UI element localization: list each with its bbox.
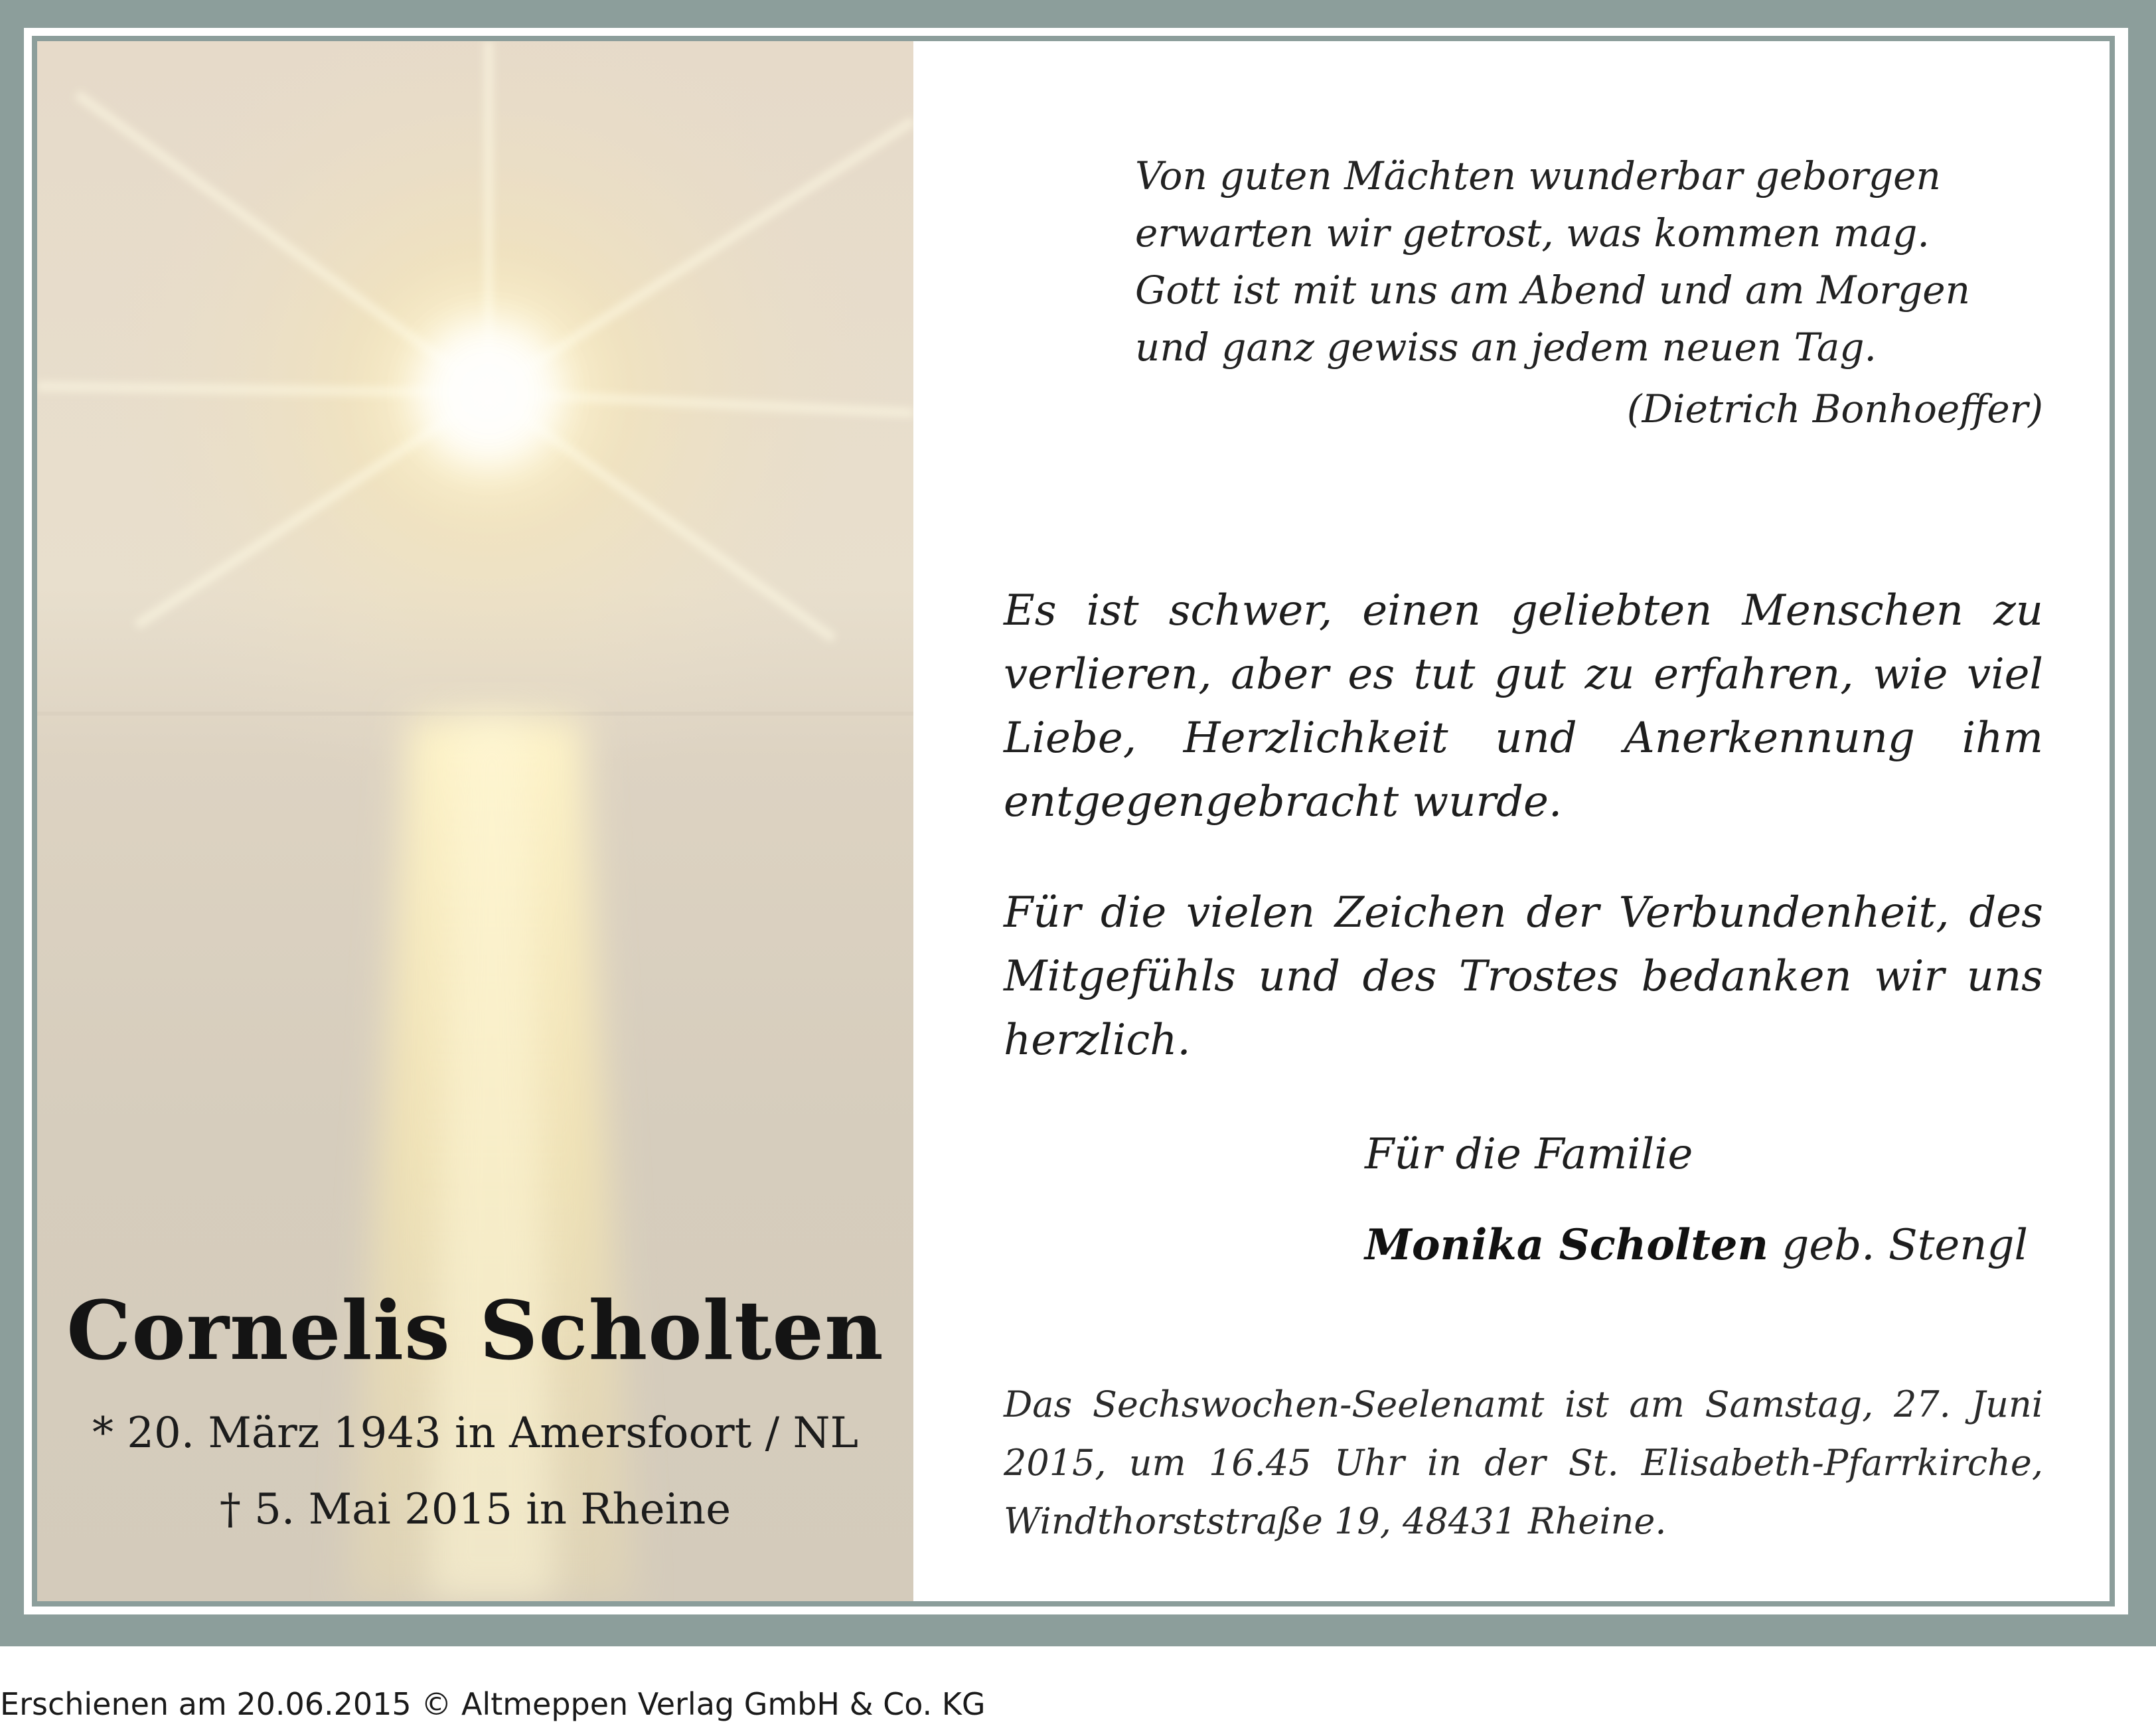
poem-line: und ganz gewiss an jedem neuen Tag.	[1135, 325, 1877, 370]
gratitude-paragraph-2: Für die vielen Zeichen der Verbundenheit, des Mitgefühls und des Trostes bedanken wir uns herzlich.	[1004, 888, 2043, 1065]
signature-name: Monika Scholten	[1365, 1220, 1768, 1270]
birth-line: * 20. März 1943 in Amersfoort / NL	[92, 1409, 859, 1458]
signature-suffix: geb. Stengl	[1782, 1221, 2028, 1270]
text-column	[913, 41, 2110, 1601]
family-label: Für die Familie	[1365, 1130, 1693, 1179]
poem-line: Von guten Mächten wunderbar geborgen	[1135, 153, 1941, 198]
obituary-card	[37, 41, 2110, 1601]
death-line: † 5. Mai 2015 in Rheine	[219, 1485, 732, 1534]
poem	[1135, 147, 2025, 376]
poem-line: Gott ist mit uns am Abend und am Morgen	[1135, 268, 1970, 313]
signature	[1365, 1220, 2028, 1270]
gratitude-paragraph-1: Es ist schwer, einen geliebten Menschen zu verlieren, aber es tut gut zu erfahren, wie viel Liebe, Herzlichkeit und Anerkennung ihm entgegengebracht wurde.	[1004, 586, 2043, 826]
poem-line: erwarten wir getrost, was kommen mag.	[1135, 210, 1930, 256]
poem-author: (Dietrich Bonhoeffer)	[1626, 386, 2043, 431]
publication-footer: Erschienen am 20.06.2015 © Altmeppen Verlag GmbH & Co. KG	[0, 1686, 986, 1722]
sunset-sea-photo	[37, 41, 913, 1601]
memorial-service-notice: Das Sechswochen-Seelenamt ist am Samstag, 27. Juni 2015, um 16.45 Uhr in der St. Elisabeth-Pfarrkirche, Windthorststraße 19, 48431 Rheine.	[1004, 1383, 2043, 1542]
deceased-name: Cornelis Scholten	[66, 1283, 884, 1378]
